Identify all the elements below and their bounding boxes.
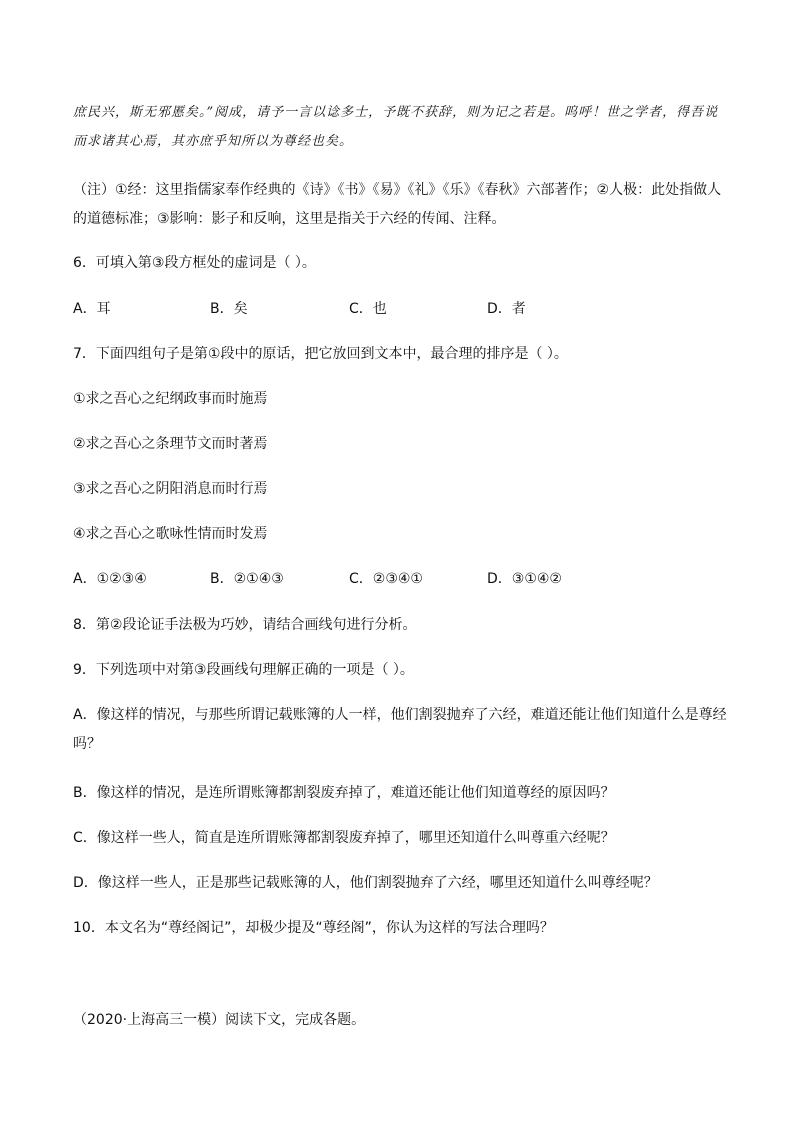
passage-line: 庶民兴，斯无邪慝矣。”阅成，请予一言以谂多士，予既不获辞，则为记之若是。呜呼！世之学者，得吾说 [73, 105, 719, 120]
option-a: A．①②③④ [73, 571, 147, 587]
question-9-option-a-cont: 吗？ [73, 736, 101, 752]
question-9-option-a: A．像这样的情况，与那些所谓记载账簿的人一样，他们割裂抛弃了六经，难道还能让他们知道什么是尊经 [73, 707, 727, 723]
question-8-stem: 8．第②段论证手法极为巧妙，请结合画线句进行分析。 [73, 617, 417, 633]
option-b: B．矣 [210, 301, 248, 317]
option-c: C．也 [349, 301, 387, 317]
option-c: C．②③④① [349, 571, 423, 587]
question-7-item: ④求之吾心之歌咏性情而时发焉 [73, 526, 268, 542]
question-7-stem: 7．下面四组句子是第①段中的原话，把它放回到文本中，最合理的排序是（ ）。 [73, 346, 568, 362]
question-6-stem: 6．可填入第③段方框处的虚词是（ ）。 [73, 255, 316, 271]
question-7-item: ①求之吾心之纪纲政事而时施焉 [73, 391, 268, 407]
annotation-line: 的道德标准；③影响：影子和反响，这里是指关于六经的传闻、注释。 [73, 211, 506, 227]
option-d: D．③①④② [487, 571, 562, 587]
question-10-stem: 10．本文名为“尊经阁记”，却极少提及“尊经阁”，你认为这样的写法合理吗？ [73, 920, 554, 936]
question-9-option-d: D．像这样一些人，正是那些记载账簿的人，他们割裂抛弃了六经，哪里还知道什么叫尊经呢？ [73, 875, 658, 891]
section-intro: （2020·上海高三一模）阅读下文，完成各题。 [73, 1012, 366, 1028]
question-7-item: ②求之吾心之条理节文而时著焉 [73, 436, 268, 452]
question-9-stem: 9．下列选项中对第③段画线句理解正确的一项是（ ）。 [73, 662, 414, 678]
passage-line: 而求诸其心焉，其亦庶乎知所以为尊经也矣。 [73, 134, 354, 149]
option-b: B．②①④③ [210, 571, 284, 587]
question-9-option-c: C．像这样一些人，简直是连所谓账簿都割裂废弃掉了，哪里还知道什么叫尊重六经呢？ [73, 830, 615, 846]
annotation-line: （注）①经：这里指儒家奉作经典的《诗》《书》《易》《礼》《乐》《春秋》六部著作；②人极：此处指做人 [73, 182, 722, 198]
question-7-item: ③求之吾心之阴阳消息而时行焉 [73, 481, 268, 497]
option-d: D．者 [487, 301, 526, 317]
option-a: A．耳 [73, 301, 111, 317]
question-9-option-b: B．像这样的情况，是连所谓账簿都割裂废弃掉了，难道还能让他们知道尊经的原因吗？ [73, 785, 615, 801]
